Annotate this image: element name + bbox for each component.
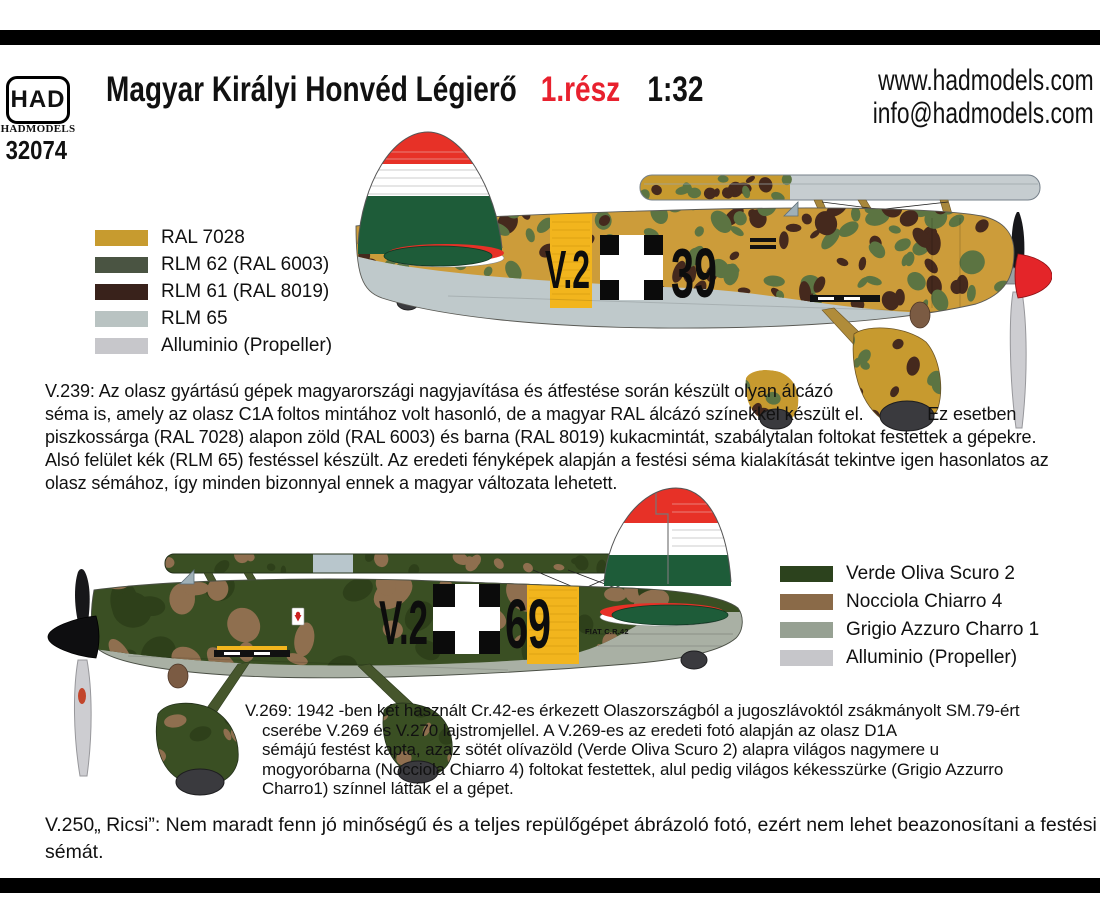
code-text-left: V.2	[379, 589, 428, 658]
color-swatch	[95, 338, 148, 354]
website-text: www.hadmodels.com	[878, 64, 1094, 97]
legend-label: RLM 61 (RAL 8019)	[161, 281, 330, 302]
text-line: piszkossárga (RAL 7028) alapon zöld (RAL 6003) és barna (RAL 8019) kukacmintát, szabálytalan foltokat festettek a gépekre.	[45, 427, 1037, 447]
paragraph-v239	[45, 380, 1049, 495]
color-swatch	[780, 594, 833, 610]
legend-item	[780, 619, 1039, 641]
upper-wing	[161, 545, 661, 581]
legend-label: Grigio Azzuro Charro 1	[846, 619, 1040, 640]
text-line: olasz sémához, így minden bizonnyal ennek a magyar változata lehetett.	[45, 473, 618, 493]
legend-label: Alluminio (Propeller)	[161, 335, 333, 356]
text-line: Charro1) színnel látták el a gépet.	[262, 779, 514, 798]
title-scale: 1:32	[647, 70, 704, 109]
exhaust-fairing	[910, 302, 930, 328]
brand-name: HADMODELS	[0, 123, 76, 135]
text-line: Alsó felület kék (RLM 65) festéssel készült. Az eredeti fényképek alapján a festési séma kialakítását tekintve igen hasonlatos az	[45, 450, 1049, 470]
text-line: sémájú festést kapta, azaz sötét olívazöld (Verde Oliva Scuro 2) alapra világos nagymere u	[262, 740, 940, 759]
contact-block	[873, 64, 1094, 130]
stencil-text: FIAT C.R.42	[585, 627, 629, 636]
had-logo-text: HAD	[10, 86, 66, 113]
legend-label: RLM 62 (RAL 6003)	[161, 254, 330, 275]
title-part: 1.rész	[540, 70, 621, 109]
tailplane	[600, 603, 728, 626]
code-text-right: 39	[671, 234, 717, 312]
color-swatch	[780, 622, 833, 638]
paragraph-v250	[45, 812, 1097, 866]
legend-item	[95, 227, 332, 249]
legend-item	[95, 281, 332, 303]
had-logo	[6, 76, 70, 124]
color-swatch	[95, 311, 148, 327]
legend-item	[780, 647, 1039, 669]
hungarian-cross-insignia-icon	[600, 235, 663, 300]
text-line: séma is, amely az olasz C1A foltos mintához volt hasonló, de a magyar RAL álcázó színekkel készült el. Ez esetben	[45, 404, 1017, 424]
color-swatch	[95, 257, 148, 273]
tail-wheel	[681, 651, 707, 669]
text-line: V.269: 1942 -ben két használt Cr.42-es érkezett Olaszországból a jugoszlávoktól zsákmányolt SM.79-ért	[245, 701, 1020, 720]
email-text: info@hadmodels.com	[873, 97, 1094, 130]
legend-label: Nocciola Chiarro 4	[846, 591, 1003, 612]
legend-item	[95, 308, 332, 330]
code-text-right: 69	[505, 585, 551, 663]
text-line: cserébe V.269 és V.270 lajstromjellel. A V.269-es az eredeti fotó alapján az olasz D1A	[262, 720, 897, 740]
text-line: sémát.	[45, 841, 104, 863]
text-line: V.239: Az olasz gyártású gépek magyarországi nagyjavítása és átfestése során készült olyan álcázó	[45, 381, 834, 401]
red-spinner	[1015, 254, 1052, 298]
legend-item	[780, 563, 1039, 585]
hungarian-cross-insignia-icon	[433, 584, 500, 654]
color-swatch	[780, 566, 833, 582]
playing-card-marking	[292, 608, 304, 625]
text-line: mogyoróbarna (Nocciola Chiarro 4) foltokat festettek, alul pedig világos kékesszürke (Grigio Azzurro	[262, 759, 1004, 779]
tailplane	[384, 244, 504, 267]
kit-number: 32074	[5, 135, 68, 165]
bottom-black-bar	[0, 878, 1100, 893]
legend-label: Alluminio (Propeller)	[846, 647, 1018, 668]
legend-item	[95, 254, 332, 276]
black-spinner	[48, 616, 99, 658]
color-legend-left	[95, 227, 332, 362]
legend-label: RLM 65	[161, 308, 228, 329]
top-black-bar	[0, 30, 1100, 45]
legend-label: RAL 7028	[161, 227, 245, 248]
underside-rack	[810, 295, 880, 302]
legend-item	[95, 335, 332, 357]
page-title	[106, 70, 703, 110]
color-swatch	[95, 284, 148, 300]
code-text-left: V.2	[545, 240, 590, 300]
legend-item	[780, 591, 1039, 613]
paragraph-v269	[245, 701, 1020, 799]
text-line: V.250„ Ricsi”: Nem maradt fenn jó minőségű és a teljes repülőgépet ábrázoló fotó, ezért nem lehet beazonosítani a festési	[45, 814, 1097, 836]
legend-label: Verde Oliva Scuro 2	[846, 563, 1015, 584]
exhaust-fairing	[168, 664, 188, 688]
upper-wing	[636, 174, 1040, 204]
underside-rack	[214, 646, 290, 657]
color-swatch	[780, 650, 833, 666]
color-swatch	[95, 230, 148, 246]
title-main: Magyar Királyi Honvéd Légierő	[106, 70, 517, 109]
color-legend-right	[780, 563, 1039, 675]
